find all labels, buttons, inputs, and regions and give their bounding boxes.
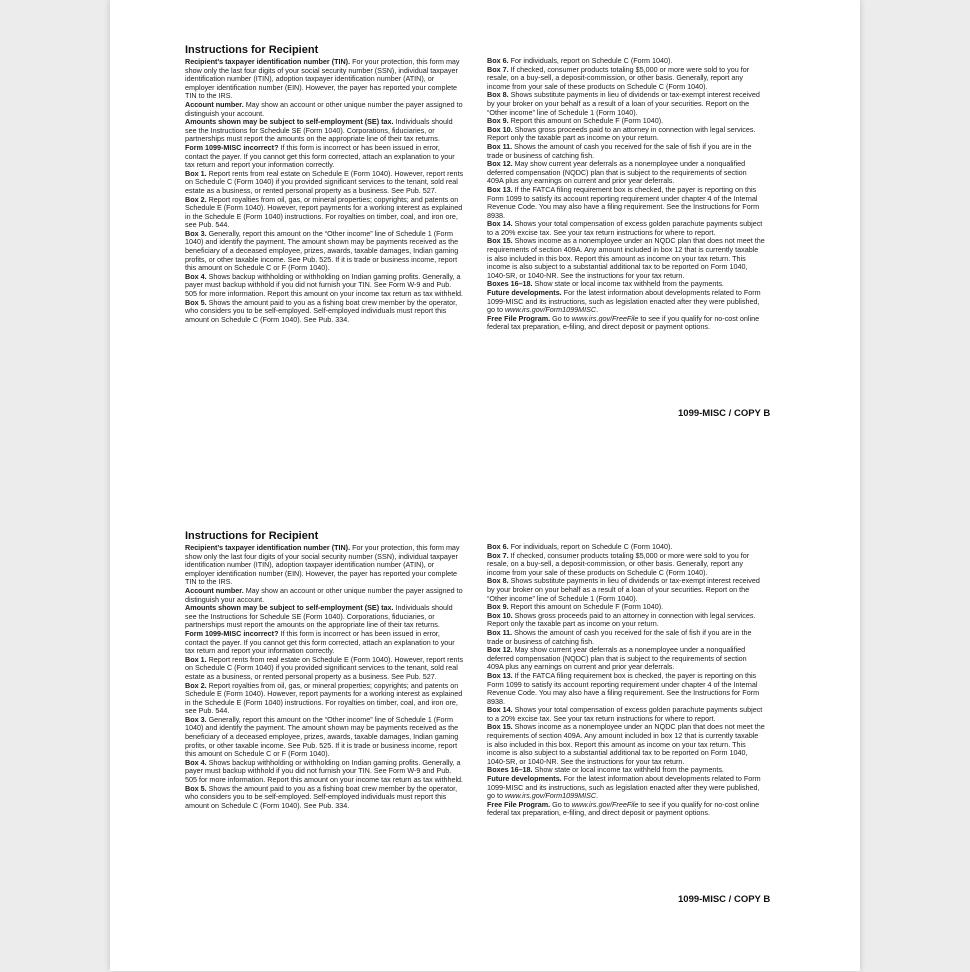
paragraph-lead: Box 11.: [487, 141, 513, 151]
paragraph-text: Shows income as a nonemployee under an NQDC plan that does not meet the requirements of section 409A. Any amount included in box 12 that is currently taxable is also included in this box. Report this amount as income on your tax return. This income is also subject to a substantial additional tax to be reported on Form 1040, 1040-SR, or 1040-NR. See the instructions for your tax return.: [487, 236, 765, 280]
paragraph-lead: Box 2.: [185, 680, 207, 690]
instruction-paragraph: [487, 91, 765, 117]
paragraph-text: Shows gross proceeds paid to an attorney in connection with legal services. Report only the taxable part as income on your return.: [487, 610, 756, 629]
paragraph-lead: Box 9.: [487, 602, 509, 612]
paragraph-text: Shows your total compensation of excess golden parachute payments subject to a 20% excise tax. See your tax return instructions for where to report.: [487, 219, 763, 237]
instruction-paragraph: [487, 723, 765, 766]
paragraph-text: Shows the amount paid to you as a fishing boat crew member by the operator, who considers you to be self-employed. Self-employed individuals must report this amount on Schedule C (Form 1040). See Pub. 334.: [185, 783, 458, 810]
instruction-paragraph: [185, 230, 465, 273]
left-column: [185, 530, 465, 810]
paragraph-lead: Recipient’s taxpayer identification number (TIN).: [185, 57, 351, 66]
right-column: [487, 57, 765, 332]
instruction-paragraph: [487, 237, 765, 280]
paragraph-lead: Future developments.: [487, 774, 562, 784]
paragraph-lead: Box 1.: [185, 654, 207, 664]
paragraph-text: For the latest information about developments related to Form 1099-MISC and its instructions, such as legislation enacted after they were published, go to: [487, 288, 761, 315]
paragraph-lead: Box 13.: [487, 184, 513, 194]
instruction-paragraph: [185, 759, 465, 785]
instruction-paragraph: [185, 587, 465, 604]
paragraph-text: Report rents from real estate on Schedule E (Form 1040). However, report rents on Schedule C (Form 1040) if you provided significant services to the tenant, sold real estate as a business, or rented personal property as a business. See Pub. 527.: [185, 168, 464, 195]
right-column: [487, 543, 765, 818]
paragraph-lead: Free File Program.: [487, 313, 551, 323]
paragraph-lead: Box 12.: [487, 159, 513, 169]
instruction-paragraph: [185, 785, 465, 811]
instruction-paragraph: [487, 552, 765, 578]
instruction-paragraph: [185, 273, 465, 299]
instruction-paragraph: [487, 646, 765, 672]
instruction-paragraph: [185, 118, 465, 144]
paragraph-text: Shows the amount paid to you as a fishing boat crew member by the operator, who considers you to be self-employed. Self-employed individuals must report this amount on Schedule C (Form 1040). See Pub. 334.: [185, 297, 458, 324]
paragraph-text: If the FATCA filing requirement box is checked, the payer is reporting on this Form 1099 to satisfy its account reporting requirement under chapter 4 of the Internal Revenue Code. You may also have a filing requirement. See the Instructions for Form 8938.: [487, 184, 760, 220]
paragraph-link: www.irs.gov/FreeFile: [571, 313, 639, 323]
paragraph-text: Generally, report this amount on the “Other income” line of Schedule 1 (Form 1040) and identify the payment. The amount shown may be payments received as the beneficiary of a deceased employee, prizes, awards, taxable damages, Indian gaming profits, or other taxable income. See Pub. 525. If it is trade or business income, report this amount on Schedule C or F (Form 1040).: [185, 228, 459, 273]
instruction-paragraph: [487, 143, 765, 160]
paragraph-text: Individuals should see the Instructions for Schedule SE (Form 1040). Corporations, fiduciaries, or partnerships must report the amounts on the appropriate line of their tax returns.: [185, 603, 453, 630]
instructions-heading: Instructions for Recipient: [185, 530, 319, 542]
paragraph-text: Shows the amount of cash you received for the sale of fish if you are in the trade or business of catching fish.: [487, 627, 752, 646]
paragraph-text: Report royalties from oil, gas, or mineral properties; copyrights; and patents on Schedule E (Form 1040). However, report payments for a working interest as explained in the Schedule E (Form 1040) instructions. For royalties on timber, coal, and iron ore, see Pub. 544.: [185, 194, 463, 230]
instruction-paragraph: [487, 289, 765, 315]
paragraph-text: Report this amount on Schedule F (Form 1040).: [508, 116, 664, 126]
paragraph-text: Shows backup withholding or withholding on Indian gaming profits. Generally, a payer must backup withhold if you did not furnish your TIN. See Form W-9 and Pub. 505 for more information. Report this amount on your income tax return as tax withheld.: [185, 757, 464, 785]
paragraph-text: Shows substitute payments in lieu of dividends or tax-exempt interest received by your broker on your behalf as a result of a loan of your securities. Report on the “Other income” line of Schedule 1 (Form 1040).: [487, 576, 760, 603]
paragraph-text: For your protection, this form may show only the last four digits of your social security number (SSN), individual taxpayer identification number (ITIN), adoption taxpayer identification number (ATIN), or employer identification number (EIN). However, the payer has reported your complete TIN to the IRS.: [185, 543, 460, 587]
instruction-paragraph: [487, 629, 765, 646]
paragraph-text: Show state or local income tax withheld from the payments.: [532, 279, 724, 289]
paragraph-text: If this form is incorrect or has been issued in error, contact the payer. If you cannot get this form corrected, attach an explanation to your tax return and report your information correctly.: [185, 142, 455, 170]
paragraph-lead: Box 6.: [487, 56, 509, 65]
instruction-paragraph: [487, 612, 765, 629]
instructions-heading: Instructions for Recipient: [185, 44, 319, 56]
paragraph-text: For individuals, report on Schedule C (Form 1040).: [508, 542, 673, 551]
instruction-paragraph: [185, 716, 465, 759]
paragraph-text: If this form is incorrect or has been issued in error, contact the payer. If you cannot get this form corrected, attach an explanation to your tax return and report your information correctly.: [185, 628, 455, 656]
paragraph-lead: Box 11.: [487, 627, 513, 637]
right-paragraphs: [487, 57, 765, 332]
right-paragraphs: [487, 543, 765, 818]
paragraph-lead: Box 4.: [185, 271, 207, 281]
instruction-paragraph: [185, 604, 465, 630]
paragraph-text: May show current year deferrals as a nonemployee under a nonqualified deferred compensation (NQDC) plan that is subject to the requirements of section 409A plus any earnings on current and prior year deferrals.: [487, 645, 747, 672]
paragraph-text: Report rents from real estate on Schedule E (Form 1040). However, report rents on Schedule C (Form 1040) if you provided significant services to the tenant, sold real estate as a business, or rented personal property as a business. See Pub. 527.: [185, 654, 464, 681]
paragraph-text: Go to: [550, 799, 572, 809]
instruction-paragraph: [185, 101, 465, 118]
paragraph-link: www.irs.gov/FreeFile: [571, 799, 639, 809]
paragraph-lead: Form 1099-MISC incorrect?: [185, 142, 279, 152]
left-paragraphs: [185, 58, 465, 324]
paragraph-text: Shows substitute payments in lieu of dividends or tax-exempt interest received by your broker on your behalf as a result of a loan of your securities. Report on the “Other income” line of Schedule 1 (Form 1040).: [487, 90, 760, 117]
instruction-paragraph: [487, 220, 765, 237]
paragraph-text: Shows income as a nonemployee under an NQDC plan that does not meet the requirements of section 409A. Any amount included in box 12 that is currently taxable is also included in this box. Report this amount as income on your tax return. This income is also subject to a substantial additional tax to be reported on Form 1040, 1040-SR, or 1040-NR. See the instructions for your tax return.: [487, 722, 765, 766]
paragraph-lead: Boxes 16–18.: [487, 765, 533, 775]
paragraph-lead: Amounts shown may be subject to self-employment (SE) tax.: [185, 603, 394, 613]
paragraph-lead: Box 7.: [487, 64, 509, 74]
paragraph-lead: Box 12.: [487, 645, 513, 655]
paragraph-lead: Box 4.: [185, 757, 207, 767]
paragraph-text: If the FATCA filing requirement box is checked, the payer is reporting on this Form 1099 to satisfy its account reporting requirement under chapter 4 of the Internal Revenue Code. You may also have a filing requirement. See the Instructions for Form 8938.: [487, 670, 760, 706]
paragraph-text: Go to: [550, 313, 572, 323]
paragraph-lead: Box 13.: [487, 670, 513, 680]
instruction-paragraph: [487, 186, 765, 220]
instruction-paragraph: [487, 66, 765, 92]
instruction-paragraph: [487, 126, 765, 143]
paragraph-lead: Box 3.: [185, 714, 207, 724]
paragraph-text: Shows your total compensation of excess golden parachute payments subject to a 20% excise tax. See your tax return instructions for where to report.: [487, 705, 763, 723]
instruction-paragraph: [487, 315, 765, 332]
paragraph-lead: Recipient’s taxpayer identification number (TIN).: [185, 543, 351, 552]
paragraph-lead: Box 14.: [487, 705, 513, 715]
paragraph-lead: Form 1099-MISC incorrect?: [185, 628, 279, 638]
paragraph-text: For your protection, this form may show only the last four digits of your social security number (SSN), individual taxpayer identification number (ITIN), adoption taxpayer identification number (ATIN), or employer identification number (EIN). However, the payer has reported your complete TIN to the IRS.: [185, 57, 460, 101]
copy-label: 1099-MISC / COPY B: [678, 894, 771, 905]
instruction-paragraph: [185, 544, 465, 587]
paragraph-text: For individuals, report on Schedule C (Form 1040).: [508, 56, 673, 65]
paragraph-lead: Box 10.: [487, 610, 513, 620]
paragraph-lead: Box 14.: [487, 219, 513, 229]
left-column: [185, 44, 465, 324]
paragraph-lead: Amounts shown may be subject to self-employment (SE) tax.: [185, 117, 394, 127]
paragraph-text: Shows gross proceeds paid to an attorney in connection with legal services. Report only the taxable part as income on your return.: [487, 124, 756, 143]
paragraph-text: Show state or local income tax withheld from the payments.: [532, 765, 724, 775]
paragraph-text: If checked, consumer products totaling $5,000 or more were sold to you for resale, on a buy-sell, a deposit-commission, or other basis. Generally, report any income from your sale of these products on Schedule C (Form 1040).: [487, 550, 750, 577]
instruction-paragraph: [185, 630, 465, 656]
paragraph-link: www.irs.gov/Form1099MISC: [504, 791, 597, 801]
paragraph-text: For the latest information about developments related to Form 1099-MISC and its instructions, such as legislation enacted after they were published, go to: [487, 774, 761, 801]
instruction-paragraph: [487, 706, 765, 723]
paragraph-lead: Box 1.: [185, 168, 207, 178]
paragraph-text: Report royalties from oil, gas, or mineral properties; copyrights; and patents on Schedule E (Form 1040). However, report payments for a working interest as explained in the Schedule E (Form 1040) instructions. For royalties on timber, coal, and iron ore, see Pub. 544.: [185, 680, 463, 716]
paragraph-lead: Box 9.: [487, 116, 509, 126]
instruction-paragraph: [185, 144, 465, 170]
paragraph-text: Generally, report this amount on the “Other income” line of Schedule 1 (Form 1040) and identify the payment. The amount shown may be payments received as the beneficiary of a deceased employee, prizes, awards, taxable damages, Indian gaming profits, or other taxable income. See Pub. 525. If it is trade or business income, report this amount on Schedule C or F (Form 1040).: [185, 714, 459, 759]
paragraph-lead: Box 8.: [487, 576, 509, 586]
instructions-panel-bottom: [110, 486, 860, 972]
paragraph-lead: Box 6.: [487, 542, 509, 551]
instruction-paragraph: [487, 577, 765, 603]
left-paragraphs: [185, 544, 465, 810]
paragraph-lead: Account number.: [185, 99, 244, 109]
paragraph-text: Shows the amount of cash you received for the sale of fish if you are in the trade or business of catching fish.: [487, 141, 752, 160]
paragraph-text-tail: .: [596, 305, 599, 315]
paragraph-text: Individuals should see the Instructions for Schedule SE (Form 1040). Corporations, fiduciaries, or partnerships must report the amounts on the appropriate line of their tax returns.: [185, 117, 453, 144]
paragraph-lead: Boxes 16–18.: [487, 279, 533, 289]
copy-label: 1099-MISC / COPY B: [678, 408, 771, 419]
instruction-paragraph: [185, 682, 465, 716]
paragraph-lead: Future developments.: [487, 288, 562, 298]
instruction-paragraph: [487, 801, 765, 818]
paragraph-text: Report this amount on Schedule F (Form 1040).: [508, 602, 664, 612]
paragraph-lead: Account number.: [185, 585, 244, 595]
paragraph-lead: Box 7.: [487, 550, 509, 560]
paragraph-text: May show current year deferrals as a nonemployee under a nonqualified deferred compensation (NQDC) plan that is subject to the requirements of section 409A plus any earnings on current and prior year deferrals.: [487, 159, 747, 186]
paragraph-lead: Box 5.: [185, 297, 207, 307]
paragraph-lead: Box 3.: [185, 228, 207, 238]
paragraph-lead: Box 15.: [487, 236, 513, 246]
paragraph-lead: Box 5.: [185, 783, 207, 793]
paragraph-text: If checked, consumer products totaling $5,000 or more were sold to you for resale, on a buy-sell, a deposit-commission, or other basis. Generally, report any income from your sale of these products on Schedule C (Form 1040).: [487, 64, 750, 91]
instruction-paragraph: [487, 775, 765, 801]
instruction-paragraph: [185, 656, 465, 682]
paragraph-lead: Free File Program.: [487, 799, 551, 809]
instruction-paragraph: [487, 160, 765, 186]
paragraph-lead: Box 15.: [487, 722, 513, 732]
paragraph-text: Shows backup withholding or withholding on Indian gaming profits. Generally, a payer must backup withhold if you did not furnish your TIN. See Form W-9 and Pub. 505 for more information. Report this amount on your income tax return as tax withheld.: [185, 271, 464, 299]
instruction-paragraph: [185, 170, 465, 196]
paragraph-link: www.irs.gov/Form1099MISC: [504, 305, 597, 315]
paragraph-text: May show an account or other unique number the payer assigned to distinguish your account.: [185, 585, 463, 604]
paragraph-text-tail: .: [596, 791, 599, 801]
instruction-paragraph: [487, 672, 765, 706]
paragraph-lead: Box 10.: [487, 124, 513, 134]
instruction-paragraph: [185, 58, 465, 101]
document-sheet: [110, 0, 860, 971]
paragraph-text: May show an account or other unique number the payer assigned to distinguish your account.: [185, 99, 463, 118]
instruction-paragraph: [185, 196, 465, 230]
instructions-panel-top: [110, 0, 860, 486]
instruction-paragraph: [185, 299, 465, 325]
paragraph-text-tail: to see if you qualify for no-cost online federal tax preparation, e-filing, and direct deposit or payment options.: [487, 313, 760, 332]
paragraph-lead: Box 8.: [487, 90, 509, 100]
paragraph-lead: Box 2.: [185, 194, 207, 204]
paragraph-text-tail: to see if you qualify for no-cost online federal tax preparation, e-filing, and direct deposit or payment options.: [487, 799, 760, 818]
